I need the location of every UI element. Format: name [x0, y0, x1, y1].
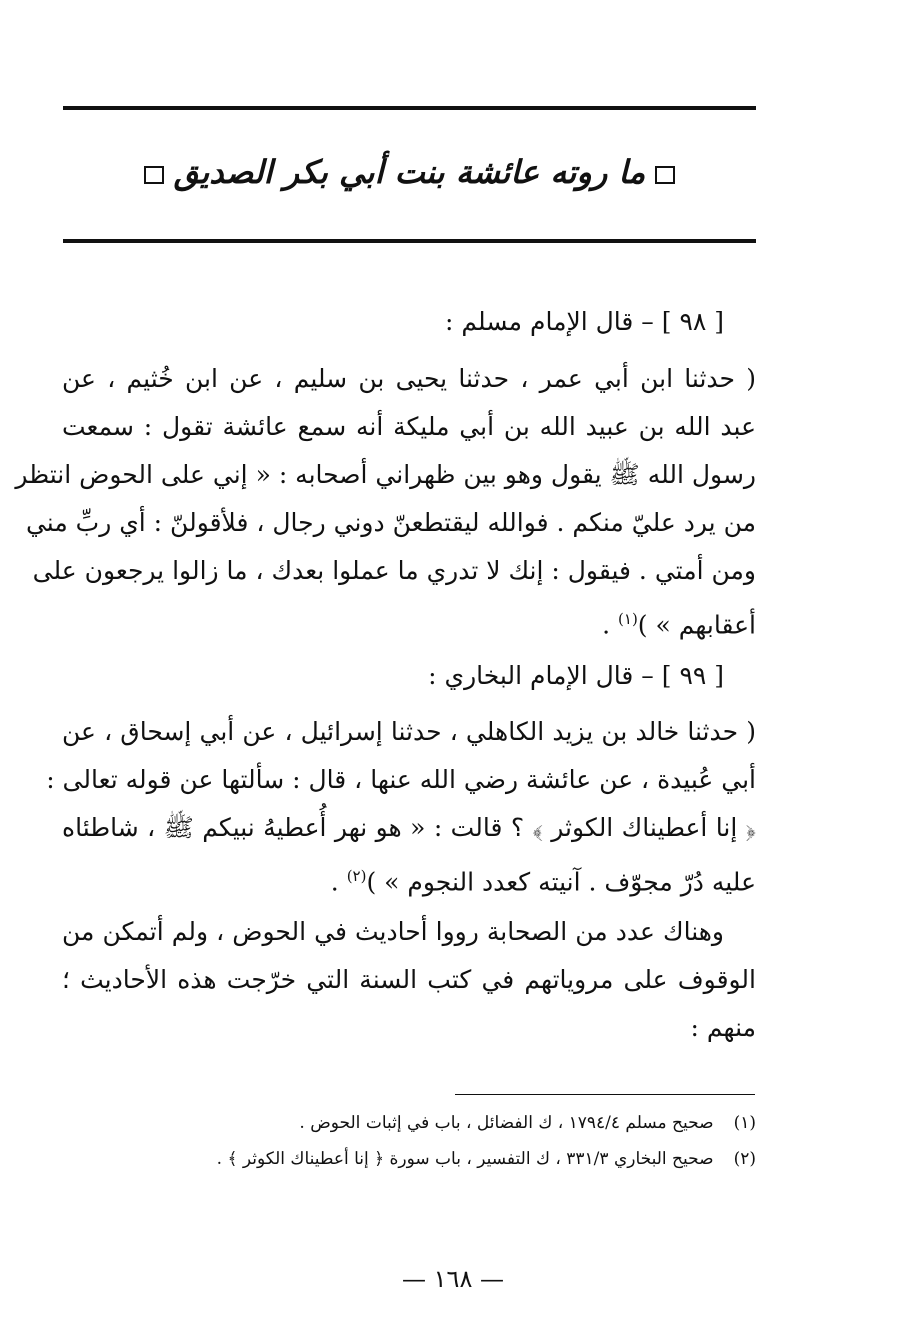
footnote-separator: [455, 1094, 755, 1095]
text-line: الوقوف على مروياتهم في كتب السنة التي خرّجت هذه الأحاديث ؛: [62, 965, 756, 994]
footnote-number: (٢): [733, 1149, 756, 1169]
text-line: ومن أمتي . فيقول : إنك لا تدري ما عملوا بعدك ، ما زالوا يرجعون على: [32, 556, 756, 585]
text-line: رسول الله ﷺ يقول وهو بين ظهراني أصحابه : « إني على الحوض انتظر: [15, 460, 756, 489]
text-line-content: أعقابهم » ): [637, 610, 756, 640]
header-rule-bottom: [63, 239, 756, 243]
closing-paragraph: [62, 908, 724, 956]
text-line: ( حدثنا ابن أبي عمر ، حدثنا يحيى بن سليم ، عن ابن خُثيم ، عن: [62, 364, 756, 393]
text-line: من يرد عليّ منكم . فوالله ليقتطعنّ دوني رجال ، فلأقولنّ : أي ربِّ مني: [25, 508, 756, 537]
square-ornament-icon: [655, 166, 675, 184]
hadith-99-text: [46, 708, 756, 906]
text-line: عليه دُرّ مجوّف . آنيته كعدد النجوم » )$^{(٢)}$ .: [330, 867, 756, 897]
square-ornament-icon: [144, 166, 164, 184]
text-line-content: عليه دُرّ مجوّف . آنيته كعدد النجوم » ): [366, 867, 756, 897]
text-line: منهم :: [690, 1013, 756, 1042]
footnote-text: صحيح مسلم ١٧٩٤/٤ ، ك الفضائل ، باب في إثبات الحوض .: [299, 1113, 714, 1133]
text-line: أعقابهم » )$^{(١)}$ .: [602, 610, 756, 640]
page-number: — ١٦٨ —: [402, 1265, 504, 1293]
footnote-2: [62, 1142, 756, 1176]
hadith-98-text: [15, 355, 756, 649]
text-line: عبد الله بن عبيد الله بن أبي مليكة أنه سمع عائشة تقول : سمعت: [62, 412, 756, 441]
text-line: أبي عُبيدة ، عن عائشة رضي الله عنها ، قال : سألتها عن قوله تعالى :: [46, 765, 756, 794]
closing-paragraph-cont: [62, 956, 756, 1052]
footnote-text: صحيح البخاري ٣٣١/٣ ، ك التفسير ، باب سورة ﴿ إنا أعطيناك الكوثر ﴾ .: [216, 1149, 714, 1169]
hadith-98-heading: [ ٩٨ ] – قال الإمام مسلم :: [445, 307, 724, 336]
footnote-ref-2[interactable]: (٢): [346, 867, 367, 885]
chapter-title: [63, 150, 756, 194]
footnote-1: [62, 1106, 756, 1140]
footnote-number: (١): [733, 1113, 756, 1133]
footnote-ref-1[interactable]: (١): [618, 610, 638, 628]
chapter-title-text: ما روته عائشة بنت أبي بكر الصديق: [173, 153, 646, 191]
hadith-99-heading: [ ٩٩ ] – قال الإمام البخاري :: [428, 661, 724, 690]
text-line: وهناك عدد من الصحابة رووا أحاديث في الحوض ، ولم أتمكن من: [62, 917, 724, 946]
header-rule-top: [63, 106, 756, 110]
text-line: ( حدثنا خالد بن يزيد الكاهلي ، حدثنا إسرائيل ، عن أبي إسحاق ، عن: [62, 717, 756, 746]
text-line: ﴿ إنا أعطيناك الكوثر ﴾ ؟ قالت : « هو نهر أُعطيهُ نبيكم ﷺ ، شاطئاه: [62, 813, 756, 842]
